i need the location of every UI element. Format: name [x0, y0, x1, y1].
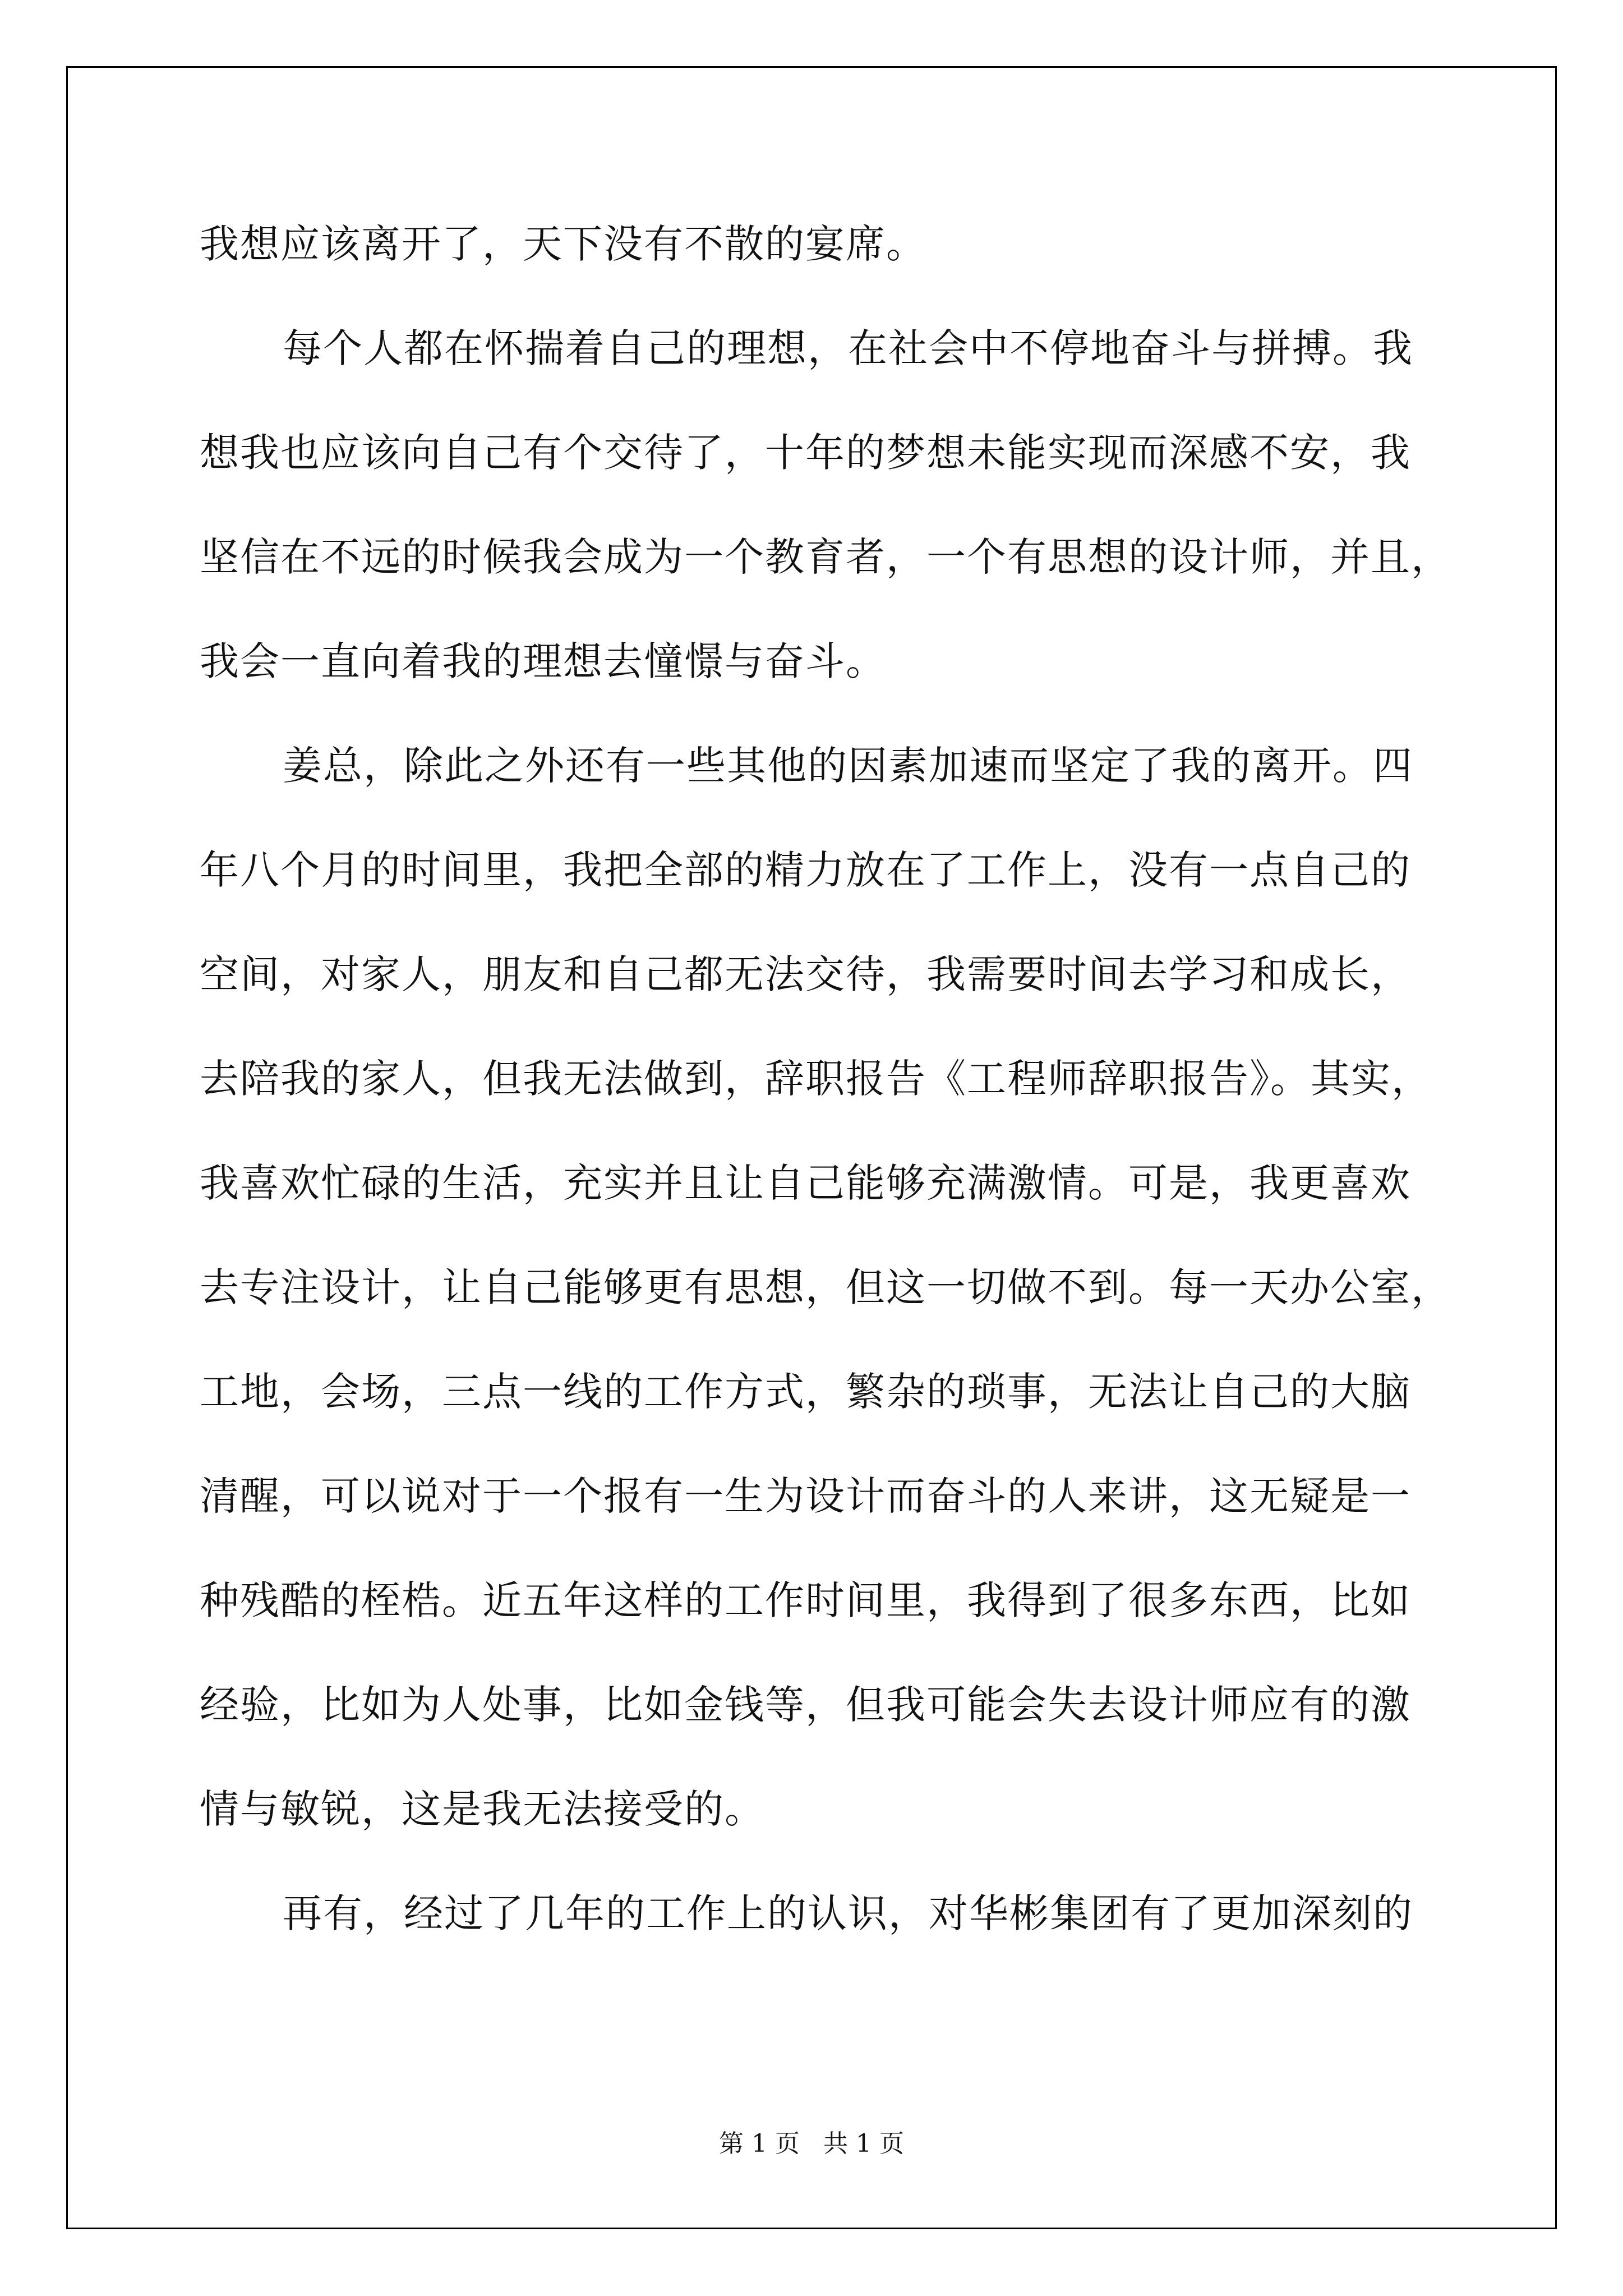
text-line: 去陪我的家人，但我无法做到，辞职报告《工程师辞职报告》。其实，	[200, 1056, 1432, 1102]
text-line: 清醒，可以说对于一个报有一生为设计而奋斗的人来讲，这无疑是一	[200, 1473, 1411, 1519]
text-line: 去专注设计，让自己能够更有思想，但这一切做不到。每一天办公室，	[200, 1264, 1451, 1310]
paragraph-start-line: 每个人都在怀揣着自己的理想，在社会中不停地奋斗与拼搏。我	[283, 325, 1413, 371]
text-line: 坚信在不远的时候我会成为一个教育者，一个有思想的设计师，并且，	[200, 534, 1451, 580]
text-line: 我会一直向着我的理想去憧憬与奋斗。	[200, 638, 886, 684]
text-line: 情与敏锐，这是我无法接受的。	[200, 1786, 765, 1832]
document-body	[200, 210, 1451, 1984]
paragraph-start-line: 姜总，除此之外还有一些其他的因素加速而坚定了我的离开。四	[283, 743, 1413, 789]
paragraph-start-line: 再有，经过了几年的工作上的认识，对华彬集团有了更加深刻的	[283, 1890, 1413, 1936]
text-line: 空间，对家人，朋友和自己都无法交待，我需要时间去学习和成长，	[200, 951, 1411, 997]
text-line: 我想应该离开了，天下没有不散的宴席。	[200, 221, 926, 267]
page-number-footer: 第 1 页 共 1 页	[719, 2129, 904, 2158]
text-line: 种残酷的桎梏。近五年这样的工作时间里，我得到了很多东西，比如	[200, 1577, 1411, 1623]
text-line: 工地，会场，三点一线的工作方式，繁杂的琐事，无法让自己的大脑	[200, 1369, 1411, 1415]
text-line: 想我也应该向自己有个交待了，十年的梦想未能实现而深感不安，我	[200, 430, 1411, 476]
text-line: 年八个月的时间里，我把全部的精力放在了工作上，没有一点自己的	[200, 847, 1411, 893]
text-line: 经验，比如为人处事，比如金钱等，但我可能会失去设计师应有的激	[200, 1682, 1411, 1728]
text-line: 我喜欢忙碌的生活，充实并且让自己能够充满激情。可是，我更喜欢	[200, 1160, 1411, 1206]
